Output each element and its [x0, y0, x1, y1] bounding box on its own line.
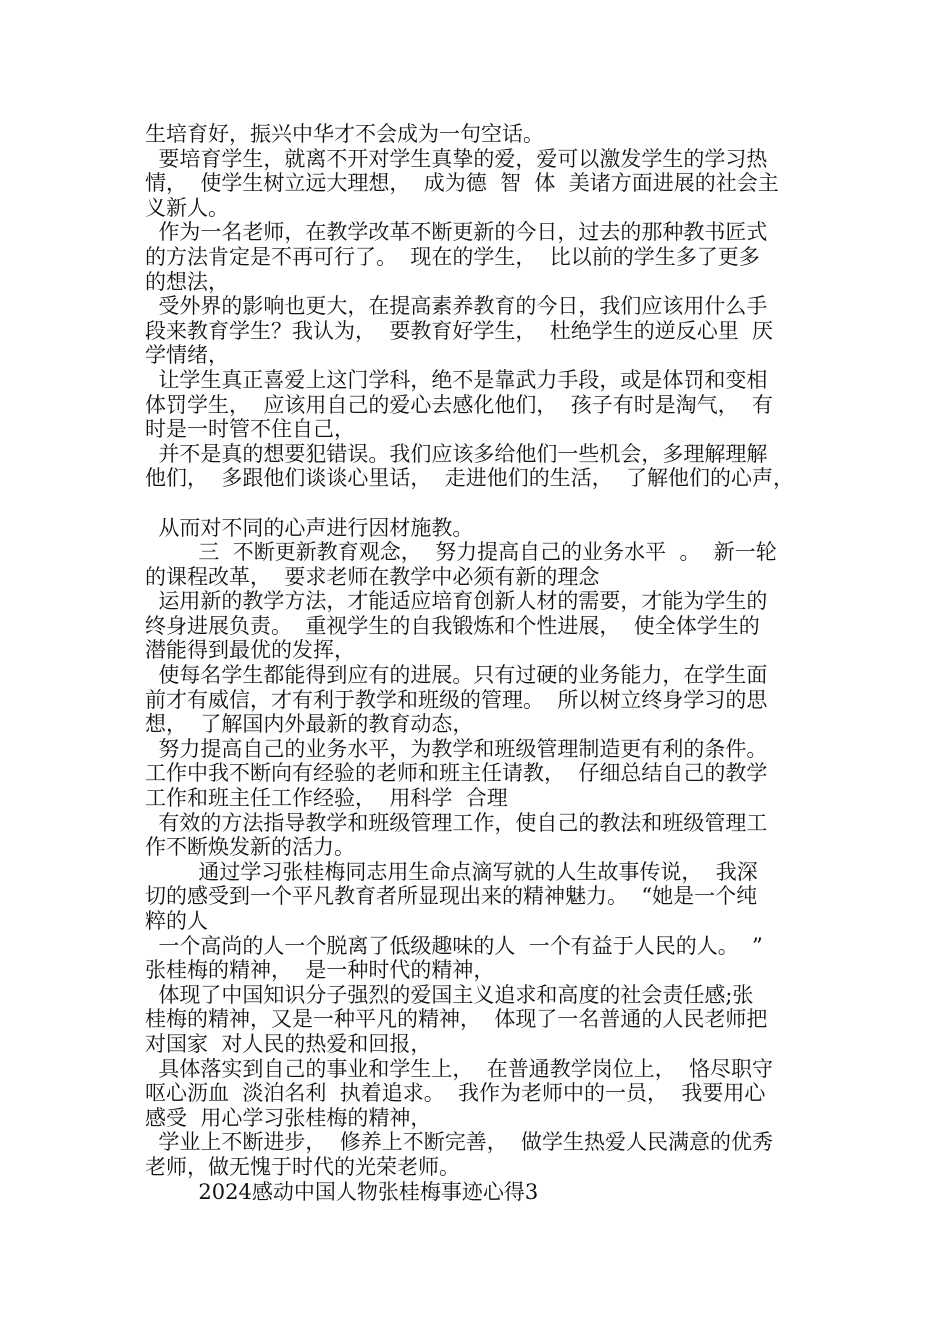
text-line: 粹的人 — [145, 909, 208, 933]
text-line: 通过学习张桂梅同志用生命点滴写就的人生故事传说， 我深 — [145, 859, 758, 884]
text-line: 老师，做无愧于时代的光荣老师。 — [145, 1154, 460, 1179]
text-line: 张桂梅的精神， 是一种时代的精神， — [145, 958, 495, 983]
text-line: 潜能得到最优的发挥， — [145, 638, 355, 663]
text-line: 使每名学生都能得到应有的进展。只有过硬的业务能力，在学生面 — [145, 663, 768, 688]
text-line: 并不是真的想要犯错误。我们应该多给他们一些机会，多理解理解 — [145, 441, 768, 466]
text-line: 具体落实到自己的事业和学生上， 在普通教学岗位上， 恪尽职守 — [145, 1056, 774, 1081]
text-line: 作不断焕发新的活力。 — [145, 835, 355, 860]
text-line: 的课程改革， 要求老师在教学中必须有新的理念 — [145, 564, 600, 589]
text-line: 对国家 对人民的热爱和回报， — [145, 1031, 432, 1056]
text-line: 体罚学生， 应该用自己的爱心去感化他们， 孩子有时是淘气， 有 — [145, 392, 774, 417]
text-line: 让学生真正喜爱上这门学科，绝不是靠武力手段，或是体罚和变相 — [145, 367, 768, 392]
text-line: 运用新的教学方法，才能适应培育创新人材的需要，才能为学生的 — [145, 589, 768, 614]
text-line: 感受 用心学习张桂梅的精神， — [145, 1105, 432, 1130]
text-line: 工作中我不断向有经验的老师和班主任请教， 仔细总结自己的教学 — [145, 761, 768, 786]
text-line: 情， 使学生树立远大理想， 成为德 智 体 美诸方面进展的社会主 — [145, 171, 779, 196]
text-line: 想， 了解国内外最新的教育动态， — [145, 712, 474, 737]
text-line: 学业上不断进步， 修养上不断完善， 做学生热爱人民满意的优秀 — [145, 1130, 774, 1155]
text-line: 有效的方法指导教学和班级管理工作，使自己的教法和班级管理工 — [145, 810, 768, 835]
text-line: 段来教育学生？我认为， 要教育好学生， 杜绝学生的逆反心里 厌 — [145, 318, 774, 343]
section-heading-line: 三 不断更新教育观念， 努力提高自己的业务水平 。 新一轮 — [145, 540, 777, 565]
blank-line — [145, 491, 815, 516]
text-line: 呕心沥血 淡泊名利 执着追求。 我作为老师中的一员， 我要用心 — [145, 1081, 766, 1106]
document-body — [145, 122, 815, 1204]
text-line: 作为一名老师，在教学改革不断更新的今日，过去的那种教书匠式 — [145, 220, 768, 245]
text-line: 体现了中国知识分子强烈的爱国主义追求和高度的社会责任感;张 — [145, 982, 754, 1007]
text-line: 义新人。 — [145, 195, 229, 220]
text-line: 一个高尚的人一个脱离了低级趣味的人 一个有益于人民的人。 ” — [145, 933, 763, 958]
text-line: 他们， 多跟他们谈谈心里话， 走进他们的生活， 了解他们的心声， — [145, 466, 795, 491]
text-line: 受外界的影响也更大，在提高素养教育的今日，我们应该用什么手 — [145, 294, 768, 319]
text-line: 前才有威信，才有利于教学和班级的管理。 所以树立终身学习的思 — [145, 687, 768, 712]
text-line: 从而对不同的心声进行因材施教。 — [145, 515, 474, 540]
text-line: 桂梅的精神，又是一种平凡的精神， 体现了一名普通的人民老师把 — [145, 1007, 768, 1032]
text-line: 生培育好，振兴中华才不会成为一句空话。 — [145, 122, 544, 146]
text-line: 努力提高自己的业务水平，为教学和班级管理制造更有利的条件。 — [145, 736, 768, 761]
text-line: 工作和班主任工作经验， 用科学 合理 — [145, 786, 508, 811]
text-line: 切的感受到一个平凡教育者所显现出来的精神魅力。 “她是一个纯 — [145, 884, 758, 909]
text-line: 终身进展负责。 重视学生的自我锻炼和个性进展， 使全体学生的 — [145, 613, 760, 638]
section-title-line: 2024感动中国人物张桂梅事迹心得3 — [145, 1179, 539, 1204]
text-line: 的想法， — [145, 269, 229, 294]
text-line: 要培育学生，就离不开对学生真挚的爱，爱可以激发学生的学习热 — [145, 146, 768, 171]
text-line: 学情绪， — [145, 343, 229, 368]
text-line: 时是一时管不住自己， — [145, 417, 355, 442]
text-line: 的方法肯定是不再可行了。 现在的学生， 比以前的学生多了更多 — [145, 244, 760, 269]
